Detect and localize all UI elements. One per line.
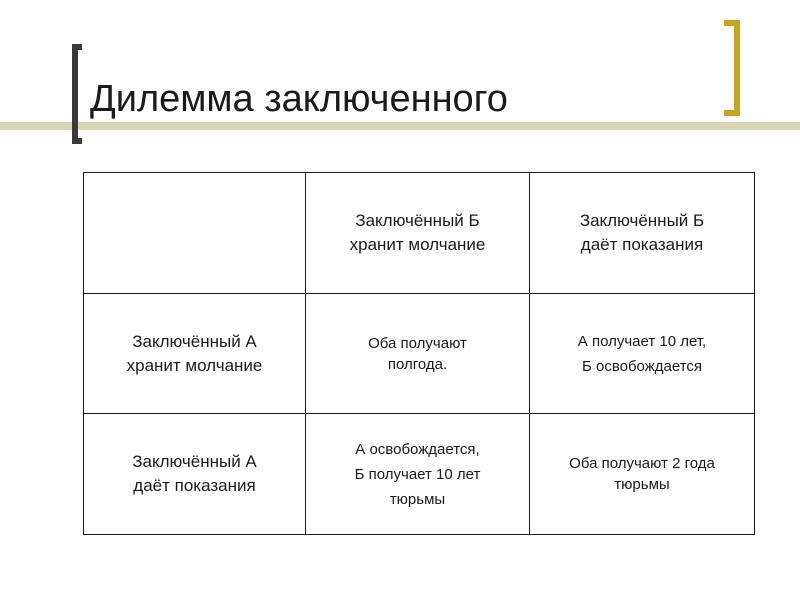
outcome-line: полгода. — [387, 355, 448, 373]
column-header-line: хранит молчание — [349, 235, 486, 254]
outcome-line: Оба получают 2 года — [569, 455, 715, 472]
payoff-matrix-table — [83, 172, 755, 535]
outcome-line: Б освобождается — [581, 357, 703, 375]
title-accent-bar — [0, 122, 800, 130]
column-header-b-silent — [306, 173, 530, 294]
outcome-line: Б получает 10 лет — [354, 465, 481, 483]
row-header-line: Заключённый А — [132, 452, 257, 471]
outcome-cell-a-testifies-b-silent — [306, 414, 530, 535]
table-row-a-testifies — [84, 414, 755, 535]
column-header-line: Заключённый Б — [355, 211, 480, 230]
outcome-line: тюрьмы — [614, 476, 670, 493]
outcome-line: тюрьмы — [389, 490, 446, 508]
row-header-line: даёт показания — [133, 476, 256, 495]
empty-corner-cell — [84, 173, 306, 294]
row-header-line: Заключённый А — [132, 331, 257, 351]
table-header-row — [84, 173, 755, 294]
outcome-line: А освобождается, — [355, 440, 480, 458]
left-bracket-decoration — [72, 44, 82, 144]
outcome-cell-both-silent — [306, 294, 530, 414]
slide-title: Дилемма заключенного — [90, 78, 508, 120]
row-header-a-testifies — [84, 414, 306, 535]
column-header-line: Заключённый Б — [579, 211, 705, 230]
outcome-line: Оба получают — [368, 334, 467, 352]
outcome-line: А получает 10 лет, — [577, 332, 707, 350]
row-header-line: хранит молчание — [126, 355, 263, 375]
column-header-b-testifies — [530, 173, 755, 294]
right-bracket-decoration — [724, 20, 740, 116]
outcome-cell-a-silent-b-testifies — [530, 294, 755, 414]
column-header-line: даёт показания — [580, 235, 704, 254]
outcome-cell-both-testify — [530, 414, 755, 535]
row-header-a-silent — [84, 294, 306, 414]
table-row-a-silent — [84, 294, 755, 414]
